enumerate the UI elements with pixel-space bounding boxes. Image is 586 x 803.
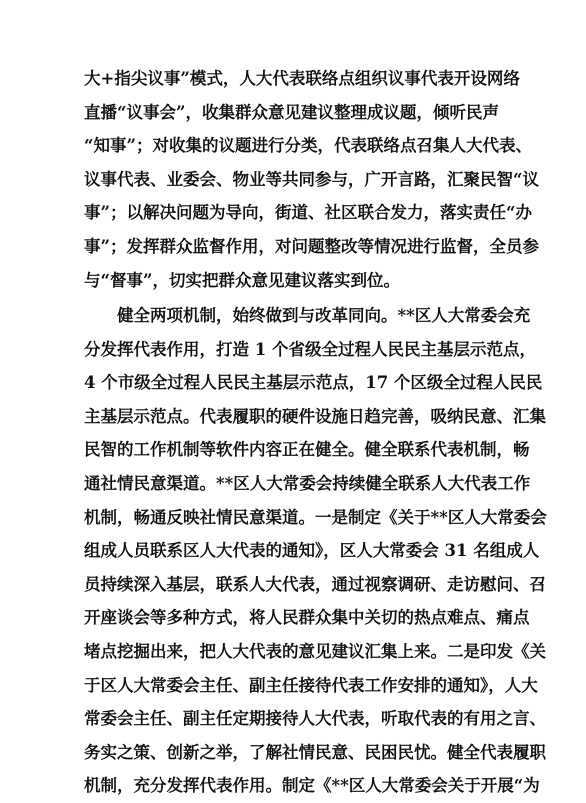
text-line: 员持续深入基层，联系人大代表，通过视察调研、走访慰问、召 xyxy=(84,574,546,594)
text-line: 务实之策、创新之举，了解社情民意、民困民忧。健全代表履职 xyxy=(84,742,546,762)
text-line: 于区人大常委会主任、副主任接待代表工作安排的通知》，人大 xyxy=(84,675,538,695)
text-line: 通社情民意渠道。**区人大常委会持续健全联系人大代表工作 xyxy=(84,473,531,493)
text-line: 主基层示范点。代表履职的硬件设施日趋完善，吸纳民意、汇集 xyxy=(84,406,546,426)
text-line: 大+指尖议事”模式，人大代表联络点组织议事代表开设网络 xyxy=(84,69,520,88)
text-line: 开座谈会等多种方式，将人民群众集中关切的热点难点、痛点 xyxy=(84,608,530,628)
text-line: 与“督事”，切实把群众意见建议落实到位。 xyxy=(84,270,400,290)
text-line: 议事代表、业委会、物业等共同参与，广开言路，汇聚民智“议 xyxy=(84,169,539,189)
text-line: “知事”；对收集的议题进行分类，代表联络点召集人大代表、 xyxy=(84,136,532,156)
text-line: 常委会主任、副主任定期接待人大代表，听取代表的有用之言、 xyxy=(84,709,546,729)
text-line: 事”；以解决问题为导向，街道、社区联合发力，落实责任“办 xyxy=(84,203,532,223)
text-line: 机制，畅通反映社情民意渠道。一是制定《关于**区人大常委会 xyxy=(84,507,547,527)
text-line: 机制，充分发挥代表作用。制定《**区人大常委会关于开展“为 xyxy=(84,776,540,796)
text-line: 分发挥代表作用，打造 1 个省级全过程人民民主基层示范点， xyxy=(84,339,536,359)
text-line: 堵点挖掘出来，把人大代表的意见建议汇集上来。二是印发《关 xyxy=(84,641,546,661)
text-line: 民智的工作机制等软件内容正在健全。健全联系代表机制，畅 xyxy=(84,440,530,460)
text-line: 健全两项机制，始终做到与改革同向。**区人大常委会充 xyxy=(117,306,531,325)
text-line: 直播“议事会”，收集群众意见建议整理成议题，倾听民声 xyxy=(84,102,499,122)
paragraph-1 xyxy=(84,62,539,297)
text-line: 组成人员联系区人大代表的通知》，区人大常委会 31 名组成人 xyxy=(84,541,540,561)
text-line: 事”；发挥群众监督作用，对问题整改等情况进行监督，全员参 xyxy=(84,236,539,256)
text-line: 4 个市级全过程人民民主基层示范点，17 个区级全过程人民民 xyxy=(84,373,543,393)
paragraph-2 xyxy=(84,299,547,803)
